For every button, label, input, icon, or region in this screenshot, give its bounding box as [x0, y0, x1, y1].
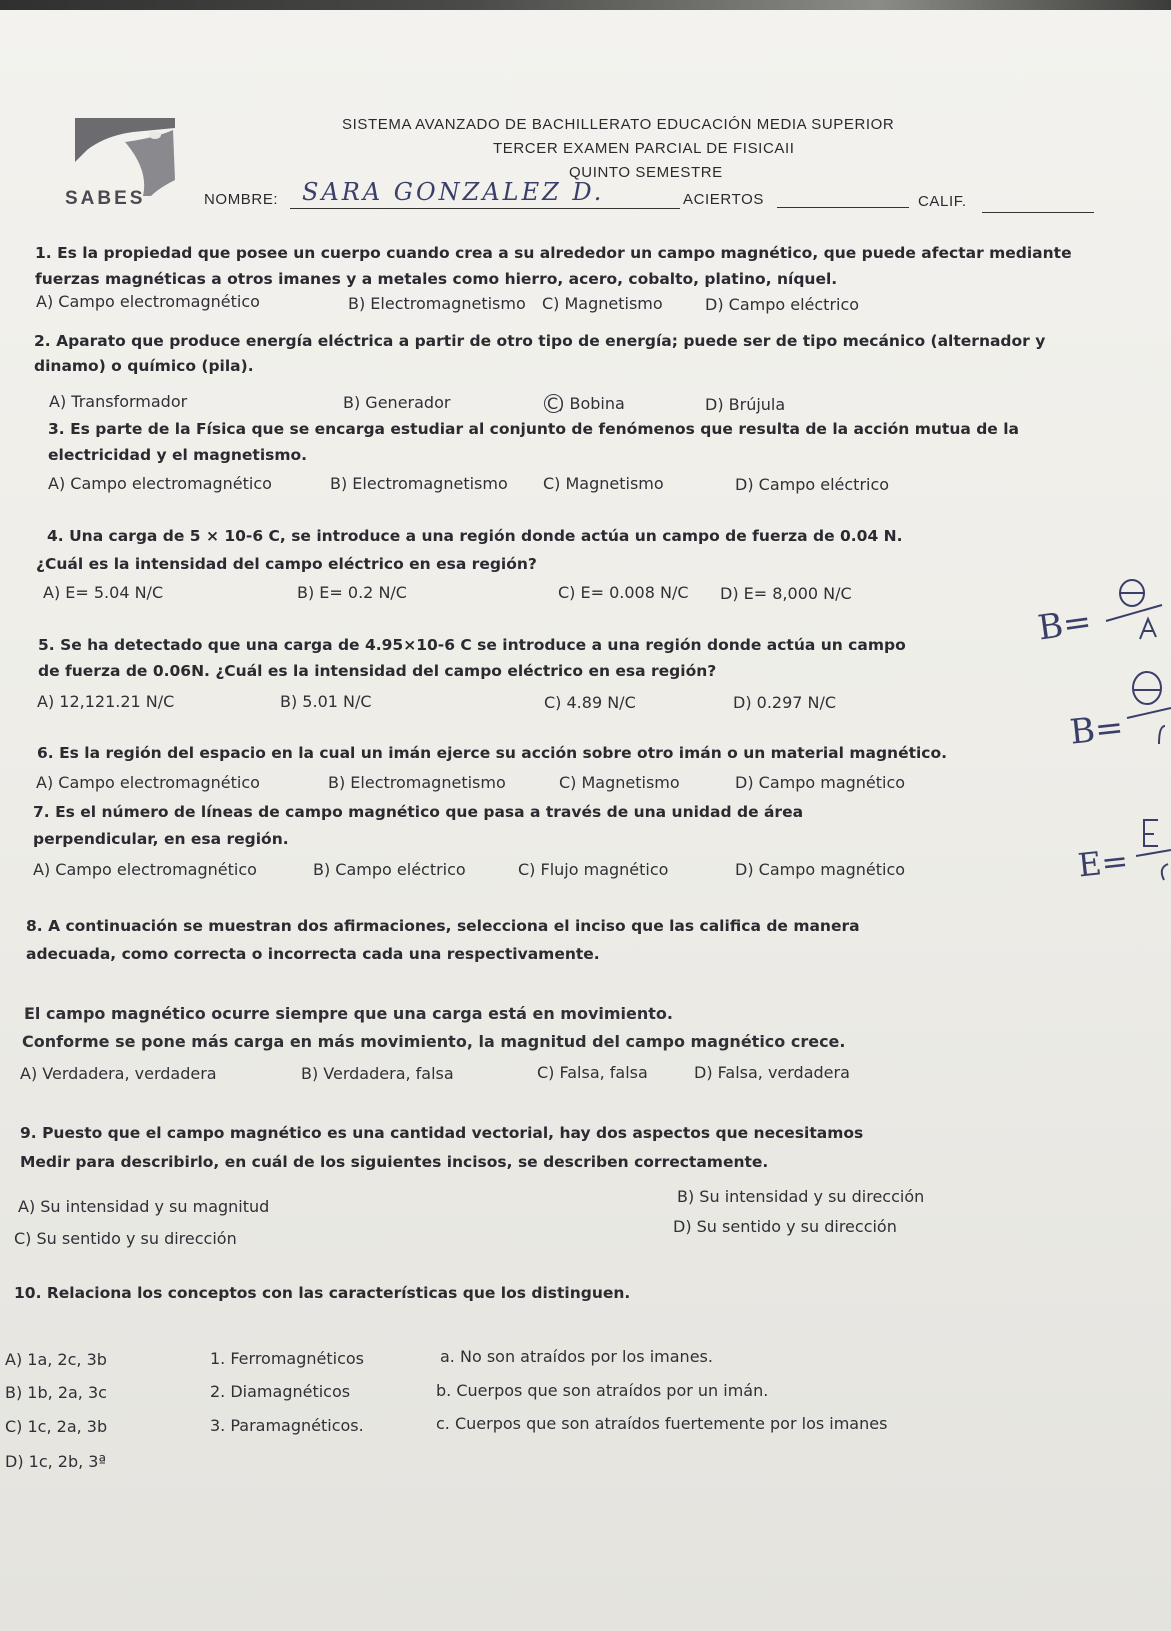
- question-10-option-b[interactable]: B) 1b, 2a, 3c: [5, 1383, 107, 1402]
- question-7-option-d[interactable]: D) Campo magnético: [735, 860, 906, 879]
- question-5-option-c[interactable]: C) 4.89 N/C: [544, 693, 636, 712]
- question-6-line-1: 6. Es la región del espacio en la cual un imán ejerce su acción sobre otro imán o un material magnético.: [37, 744, 948, 762]
- question-5-line-1: 5. Se ha detectado que una carga de 4.95×10-6 C se introduce a una región donde actúa un campo: [38, 636, 906, 654]
- question-2-option-a[interactable]: A) Transformador: [49, 392, 188, 411]
- logo-text: SABES: [65, 188, 146, 209]
- margin-fraction-2: [1125, 668, 1171, 748]
- question-8-statement-2: Conforme se pone más carga en más movimiento, la magnitud del campo magnético crece.: [22, 1032, 846, 1051]
- aciertos-field[interactable]: [777, 207, 909, 208]
- question-9-option-b[interactable]: B) Su intensidad y su dirección: [677, 1187, 925, 1206]
- question-1-option-d[interactable]: D) Campo eléctrico: [705, 295, 860, 314]
- name-label: NOMBRE:: [204, 191, 279, 208]
- aciertos-label: ACIERTOS: [683, 191, 764, 208]
- characteristic-c: c. Cuerpos que son atraídos fuertemente por los imanes: [436, 1414, 888, 1433]
- name-field[interactable]: [290, 180, 680, 209]
- question-5-option-b[interactable]: B) 5.01 N/C: [280, 692, 372, 711]
- question-3-option-c[interactable]: C) Magnetismo: [543, 474, 664, 493]
- question-2-option-d[interactable]: D) Brújula: [705, 395, 786, 414]
- top-shadow: [0, 0, 1171, 10]
- question-3-option-d[interactable]: D) Campo eléctrico: [735, 475, 890, 494]
- question-2-option-b[interactable]: B) Generador: [343, 393, 451, 412]
- question-7-line-1: 7. Es el número de líneas de campo magnético que pasa a través de una unidad de área: [33, 803, 804, 821]
- question-2-option-c[interactable]: C) Bobina: [547, 394, 625, 413]
- concept-3: 3. Paramagnéticos.: [210, 1416, 364, 1435]
- question-2-line-1: 2. Aparato que produce energía eléctrica a partir de otro tipo de energía; puede ser de tipo mecánico (alternador y: [34, 332, 1046, 350]
- margin-fraction-3: [1136, 812, 1171, 882]
- question-4-option-b[interactable]: B) E= 0.2 N/C: [297, 583, 407, 602]
- question-10-option-c[interactable]: C) 1c, 2a, 3b: [5, 1417, 108, 1436]
- question-8-line-2: adecuada, como correcta o incorrecta cada una respectivamente.: [26, 945, 600, 963]
- question-6-option-c[interactable]: C) Magnetismo: [559, 773, 680, 792]
- question-9-option-c[interactable]: C) Su sentido y su dirección: [14, 1229, 237, 1248]
- name-handwritten: SARA GONZALEZ D.: [302, 178, 605, 206]
- question-8-option-b[interactable]: B) Verdadera, falsa: [301, 1064, 454, 1083]
- question-3-line-2: electricidad y el magnetismo.: [48, 446, 308, 464]
- question-8-statement-1: El campo magnético ocurre siempre que una carga está en movimiento.: [24, 1004, 673, 1023]
- question-6-option-d[interactable]: D) Campo magnético: [735, 773, 906, 792]
- calif-label: CALIF.: [918, 193, 967, 210]
- question-10-line-1: 10. Relaciona los conceptos con las características que los distinguen.: [14, 1284, 631, 1302]
- concept-1: 1. Ferromagnéticos: [210, 1349, 365, 1368]
- question-3-line-1: 3. Es parte de la Física que se encarga estudiar al conjunto de fenómenos que resulta de la acción mutua de la: [48, 420, 1019, 438]
- question-4-line-2: ¿Cuál es la intensidad del campo eléctrico en esa región?: [36, 555, 537, 573]
- question-10-option-a[interactable]: A) 1a, 2c, 3b: [5, 1350, 107, 1369]
- question-3-option-b[interactable]: B) Electromagnetismo: [330, 474, 508, 493]
- question-7-option-b[interactable]: B) Campo eléctrico: [313, 860, 466, 879]
- question-1-line-1: 1. Es la propiedad que posee un cuerpo cuando crea a su alrededor un campo magnético, que puede afectar mediante: [35, 244, 1072, 262]
- question-7-option-a[interactable]: A) Campo electromagnético: [33, 860, 257, 879]
- question-8-option-a[interactable]: A) Verdadera, verdadera: [20, 1064, 217, 1083]
- question-7-option-c[interactable]: C) Flujo magnético: [518, 860, 669, 879]
- margin-note-3: E=: [1076, 841, 1131, 885]
- question-9-line-1: 9. Puesto que el campo magnético es una cantidad vectorial, hay dos aspectos que necesitamos: [20, 1124, 864, 1142]
- characteristic-b: b. Cuerpos que son atraídos por un imán.: [436, 1381, 769, 1400]
- question-5-line-2: de fuerza de 0.06N. ¿Cuál es la intensidad del campo eléctrico en esa región?: [38, 662, 717, 680]
- answer-circle-q2: [544, 394, 563, 413]
- question-1-option-c[interactable]: C) Magnetismo: [542, 294, 663, 313]
- question-1-option-b[interactable]: B) Electromagnetismo: [348, 294, 526, 313]
- margin-note-1: B=: [1035, 601, 1095, 649]
- semester-title: QUINTO SEMESTRE: [569, 164, 723, 181]
- question-4-option-d[interactable]: D) E= 8,000 N/C: [720, 584, 852, 603]
- sabes-logo: [65, 110, 185, 214]
- question-1-line-2: fuerzas magnéticas a otros imanes y a metales como hierro, acero, cobalto, platino, níquel.: [35, 270, 838, 288]
- exam-title: TERCER EXAMEN PARCIAL DE FISICAII: [493, 140, 795, 157]
- margin-note-2: B=: [1068, 707, 1126, 753]
- question-9-option-d[interactable]: D) Su sentido y su dirección: [673, 1217, 897, 1236]
- question-1-option-a[interactable]: A) Campo electromagnético: [36, 292, 260, 311]
- question-7-line-2: perpendicular, en esa región.: [33, 830, 289, 848]
- question-4-option-a[interactable]: A) E= 5.04 N/C: [43, 583, 164, 602]
- calif-field[interactable]: [982, 212, 1094, 213]
- question-10-option-d[interactable]: D) 1c, 2b, 3ª: [5, 1452, 107, 1471]
- margin-fraction-1: [1100, 575, 1170, 645]
- question-2-line-2: dinamo) o químico (pila).: [34, 357, 254, 375]
- question-8-line-1: 8. A continuación se muestran dos afirmaciones, selecciona el inciso que las califica de manera: [26, 917, 860, 935]
- question-5-option-d[interactable]: D) 0.297 N/C: [733, 693, 837, 712]
- question-8-option-d[interactable]: D) Falsa, verdadera: [694, 1063, 850, 1082]
- question-4-line-1: 4. Una carga de 5 × 10-6 C, se introduce a una región donde actúa un campo de fuerza de 0.04 N.: [47, 527, 903, 545]
- question-5-option-a[interactable]: A) 12,121.21 N/C: [37, 692, 175, 711]
- question-4-option-c[interactable]: C) E= 0.008 N/C: [558, 583, 689, 602]
- question-6-option-b[interactable]: B) Electromagnetismo: [328, 773, 506, 792]
- question-3-option-a[interactable]: A) Campo electromagnético: [48, 474, 272, 493]
- question-9-option-a[interactable]: A) Su intensidad y su magnitud: [18, 1197, 270, 1216]
- question-6-option-a[interactable]: A) Campo electromagnético: [36, 773, 260, 792]
- question-8-option-c[interactable]: C) Falsa, falsa: [537, 1063, 648, 1082]
- question-9-line-2: Medir para describirlo, en cuál de los siguientes incisos, se describen correctamente.: [20, 1153, 769, 1171]
- characteristic-a: a. No son atraídos por los imanes.: [440, 1347, 713, 1366]
- institution-title: SISTEMA AVANZADO DE BACHILLERATO EDUCACIÓN MEDIA SUPERIOR: [342, 116, 895, 133]
- concept-2: 2. Diamagnéticos: [210, 1382, 351, 1401]
